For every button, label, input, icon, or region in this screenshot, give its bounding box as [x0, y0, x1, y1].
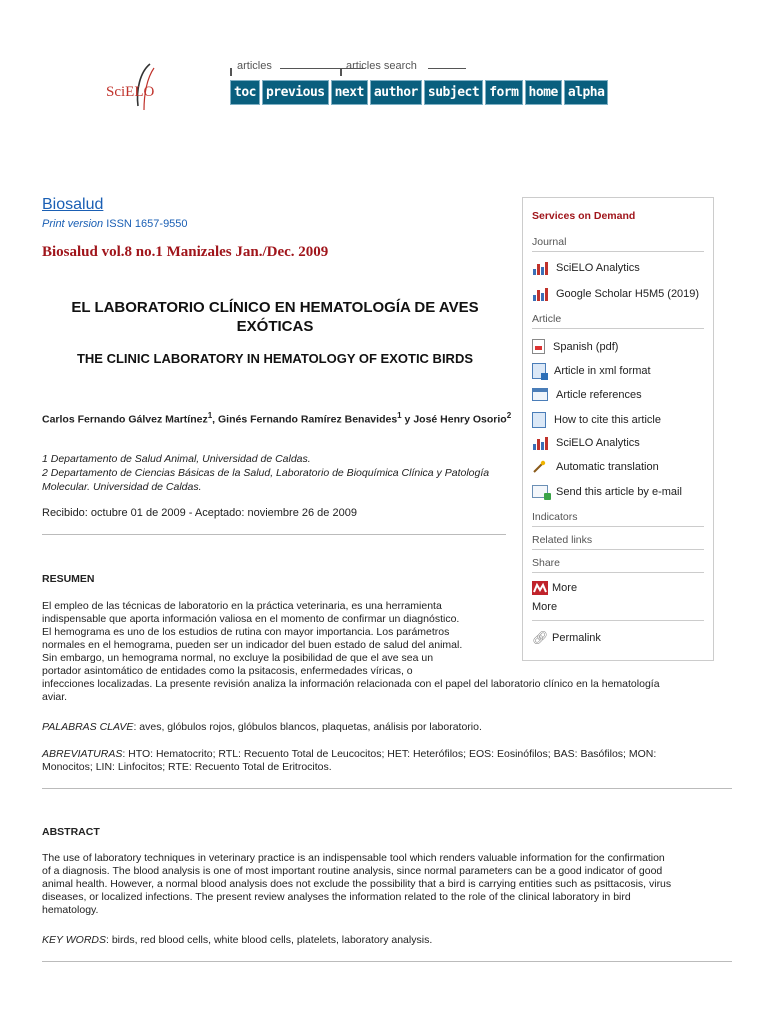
xml-icon [532, 363, 546, 379]
email-icon [532, 485, 548, 498]
key-words [42, 934, 432, 947]
abstract-line: of a diagnosis. The blood analysis is one of most important routine analysis, since normal parameters can be a good indicator of good [42, 865, 663, 877]
author-sep-2: y [401, 413, 414, 426]
permalink-label: Permalink [552, 632, 601, 644]
nav-alpha-button[interactable]: alpha [564, 80, 609, 105]
related-links-link[interactable]: Related links [532, 534, 704, 550]
abreviaturas-label: ABREVIATURAS [42, 748, 123, 760]
automatic-translation-link[interactable] [532, 460, 659, 474]
article-item-label: How to cite this article [554, 414, 661, 426]
pdf-icon [532, 339, 545, 354]
google-scholar-link[interactable] [532, 287, 699, 301]
permalink-link[interactable] [532, 631, 601, 645]
author-sep-1: , [212, 413, 219, 426]
article-title: EL LABORATORIO CLÍNICO EN HEMATOLOGÍA DE AVES EXÓTICAS [71, 299, 479, 335]
author-1-sup: 1 [207, 411, 213, 420]
send-by-email-link[interactable] [532, 485, 682, 498]
article-references-link[interactable] [532, 388, 642, 401]
article-item-label: Article references [556, 388, 642, 401]
abreviaturas-line-1: : HTO: Hematocrito; RTL: Recuento Total de Leucocitos; HET: Heterófilos; EOS: Eosinófilos; BAS: Basófilos; MON: [122, 748, 657, 760]
bar-chart-icon [532, 287, 548, 301]
abreviaturas [42, 748, 732, 774]
resumen-line: indispensable que aporta información valiosa en el momento de confirmar un diagnóstico. [42, 613, 460, 625]
author-1: Carlos Fernando Gálvez Martínez [42, 413, 208, 426]
key-words-text: : birds, red blood cells, white blood cells, platelets, laboratory analysis. [105, 934, 433, 946]
sidebar-divider [532, 620, 704, 621]
issue-heading: Biosalud vol.8 no.1 Manizales Jan./Dec. 2009 [42, 244, 329, 260]
abstract-line: diseases, or localized infections. The present review analyses the information related to the role of the clinical laboratory in bird [42, 891, 631, 903]
article-item-label: SciELO Analytics [556, 437, 640, 449]
resumen-line: infecciones localizadas. La presente revisión analiza la información relacionada con el papel del laboratorio clínico en la hematología [42, 678, 660, 690]
services-title: Services on Demand [532, 210, 636, 222]
nav-next-button[interactable]: next [331, 80, 368, 105]
received-accepted-dates: Recibido: octubre 01 de 2009 - Aceptado: noviembre 26 de 2009 [42, 507, 357, 519]
nav-author-button[interactable]: author [370, 80, 422, 105]
issn: ISSN 1657-9550 [106, 218, 188, 230]
nav-form-button[interactable]: form [485, 80, 522, 105]
logo-text: SciELO [106, 84, 155, 100]
document-icon [532, 412, 546, 428]
bar-chart-icon [532, 436, 548, 450]
abstract-line: hematology. [42, 904, 99, 916]
share-icon [532, 581, 548, 595]
print-version-label: Print version [42, 218, 104, 230]
article-item-label: Spanish (pdf) [553, 340, 619, 353]
affiliations [42, 452, 502, 494]
share-more-button[interactable] [532, 581, 577, 595]
references-icon [532, 388, 548, 401]
share-section-label: Share [532, 557, 704, 573]
author-3-sup: 2 [506, 411, 512, 420]
journal-item-label: SciELO Analytics [556, 262, 640, 274]
affiliation-2: 2 Departamento de Ciencias Básicas de la Salud, Laboratorio de Bioquímica Clínica y Patología Molecular. Universidad de Caldas. [42, 467, 490, 493]
abstract-text [42, 852, 742, 917]
indicators-link[interactable]: Indicators [532, 511, 704, 527]
article-item-label: Automatic translation [556, 461, 659, 473]
nav-subject-button[interactable]: subject [424, 80, 483, 105]
palabras-clave [42, 721, 482, 734]
article-scielo-analytics-link[interactable] [532, 436, 640, 450]
journal-name-link[interactable]: Biosalud [42, 196, 104, 213]
spanish-pdf-link[interactable] [532, 339, 618, 354]
how-to-cite-link[interactable] [532, 412, 661, 428]
nav-home-button[interactable]: home [525, 80, 562, 105]
affiliation-1: 1 Departamento de Salud Animal, Universidad de Caldas. [42, 453, 311, 465]
bar-chart-icon [532, 261, 548, 275]
palabras-clave-label: PALABRAS CLAVE [42, 721, 134, 733]
resumen-line: normales en el hemograma, pueden ser un indicador del buen estado de salud del animal. [42, 639, 463, 651]
nav-previous-button[interactable]: previous [262, 80, 329, 105]
link-icon: 🔗︎ [532, 630, 549, 645]
article-item-label: Article in xml format [554, 365, 651, 377]
resumen-line: portador asintomático de entidades como la psitacosis, enfermedades víricas, o [42, 665, 413, 677]
abstract-line: The use of laboratory techniques in veterinary practice is an indispensable tool which renders valuable information for the confirmation [42, 852, 665, 864]
resumen-heading: RESUMEN [42, 573, 95, 585]
magic-wand-icon [532, 460, 548, 474]
divider [42, 961, 732, 962]
share-more-label: More [552, 582, 578, 594]
abstract-heading: ABSTRACT [42, 826, 100, 838]
article-subtitle: THE CLINIC LABORATORY IN HEMATOLOGY OF EXOTIC BIRDS [76, 351, 474, 366]
author-2: Ginés Fernando Ramírez Benavides [218, 413, 398, 426]
xml-format-link[interactable] [532, 363, 651, 379]
resumen-line: Sin embargo, un hemograma normal, no excluye la posibilidad de que el ave sea un [42, 652, 434, 664]
journal-section-label: Journal [532, 236, 704, 252]
divider [42, 534, 506, 535]
authors [42, 408, 512, 428]
resumen-line: El hemograma es uno de los estudios de rutina con mayor importancia. Los parámetros [42, 626, 450, 638]
journal-item-label: Google Scholar H5M5 (2019) [556, 288, 700, 300]
nav-toc-button[interactable]: toc [230, 80, 260, 105]
abstract-line: animal health. However, a normal blood analysis does not exclude the possibility that a bird is carrying entities such as psittacosis, virus [42, 878, 672, 890]
journal-scielo-analytics-link[interactable] [532, 261, 640, 275]
services-sidebar [522, 197, 714, 661]
print-version [42, 218, 188, 230]
article-section-label: Article [532, 313, 704, 329]
author-3: José Henry Osorio [413, 413, 507, 426]
divider [42, 788, 732, 789]
scielo-logo[interactable] [100, 60, 170, 118]
more-link[interactable] [532, 601, 557, 613]
author-2-sup: 1 [397, 411, 402, 420]
nav-bar [230, 80, 610, 105]
nav-group-search-label: articles search [346, 60, 417, 72]
palabras-clave-text: : aves, glóbulos rojos, glóbulos blancos, plaquetas, análisis por laboratorio. [133, 721, 482, 733]
nav-group-articles-label: articles [237, 60, 272, 72]
key-words-label: KEY WORDS [42, 934, 106, 946]
more-label: More [532, 601, 558, 613]
abreviaturas-line-2: Monocitos; LIN: Linfocitos; RTE: Recuento Total de Eritrocitos. [42, 761, 332, 773]
article-item-label: Send this article by e-mail [556, 485, 682, 498]
resumen-line: El empleo de las técnicas de laboratorio en la práctica veterinaria, es una herramienta [42, 600, 442, 612]
resumen-line: aviar. [42, 691, 68, 703]
